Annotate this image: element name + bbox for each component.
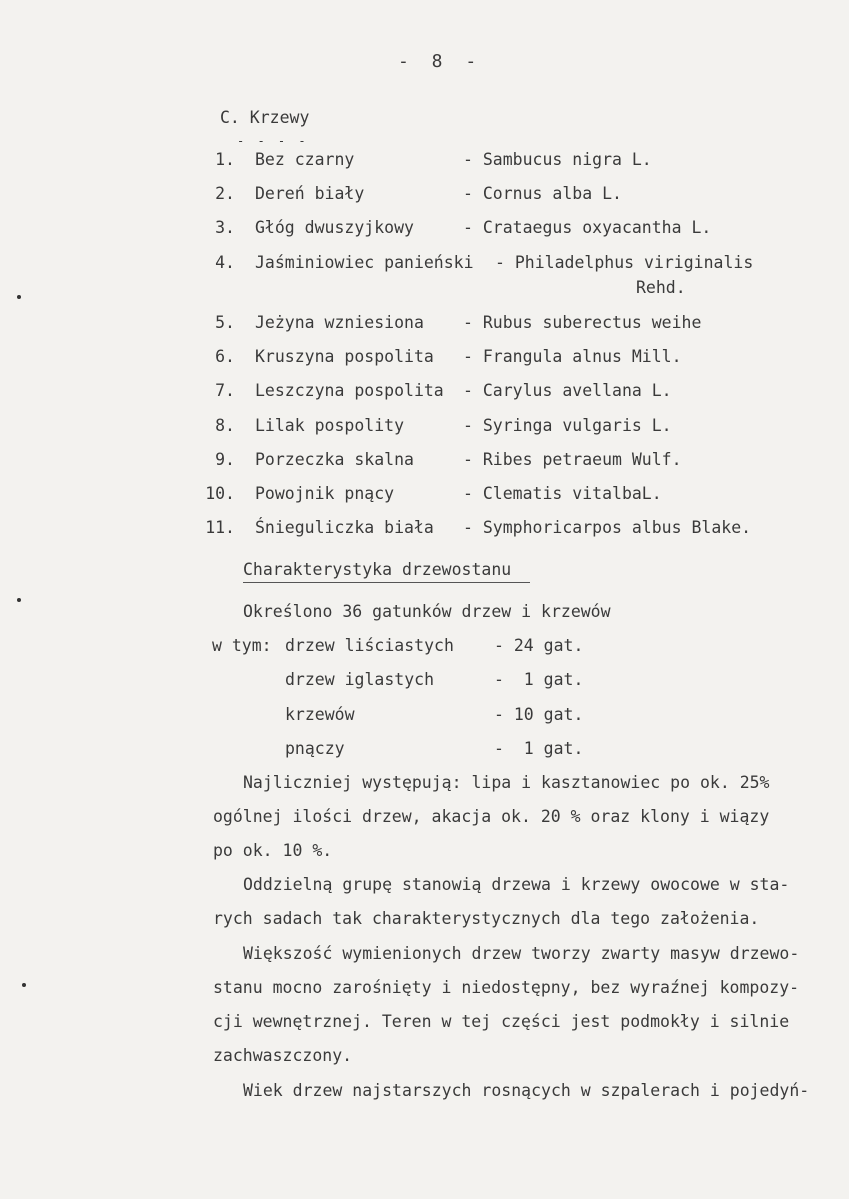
shrub-latin-name: - Sambucus nigra L. [463,150,652,169]
section-title: C. Krzewy [220,108,310,127]
shrub-number: 8. [215,416,235,435]
summary-prefix: w tym: [212,636,272,655]
shrub-number: 6. [215,347,235,366]
paragraph-line: Większość wymienionych drzew tworzy zwarty masyw drzewo- [243,944,800,963]
shrub-number: 11. [205,518,235,537]
shrub-polish-name: Dereń biały [255,184,365,203]
shrub-polish-name: Jeżyna wzniesiona [255,313,424,332]
paragraph-line: Najliczniej występują: lipa i kasztanowiec po ok. 25% [243,773,770,792]
shrub-number: 10. [205,484,235,503]
section-heading: Charakterystyka drzewostanu [243,560,512,579]
paragraph-line: ogólnej ilości drzew, akacja ok. 20 % oraz klony i wiązy [213,807,770,826]
shrub-latin-name: - Cornus alba L. [463,184,622,203]
shrub-latin-name: - Symphoricarpos albus Blake. [463,518,752,537]
paragraph-line: Wiek drzew najstarszych rosnących w szpalerach i pojedyń- [243,1081,810,1100]
summary-value: - 1 gat. [494,670,584,689]
shrub-polish-name: Bez czarny [255,150,355,169]
shrub-polish-name: Śnieguliczka biała [255,518,434,537]
shrub-latin-name: - Clematis vitalbaL. [463,484,662,503]
shrub-number: 5. [215,313,235,332]
section-underline: - - - - [237,134,309,148]
summary-intro: Określono 36 gatunków drzew i krzewów [243,602,611,621]
shrub-number: 2. [215,184,235,203]
paragraph-line: Oddzielną grupę stanowią drzewa i krzewy owocowe w sta- [243,875,790,894]
scan-speck [22,983,26,987]
shrub-latin-continuation: Rehd. [636,278,686,297]
summary-value: - 1 gat. [494,739,584,758]
shrub-polish-name: Głóg dwuszyjkowy [255,218,414,237]
shrub-number: 9. [215,450,235,469]
shrub-polish-name: Leszczyna pospolita [255,381,444,400]
shrub-polish-name: Jaśminiowiec panieński [255,253,474,272]
shrub-polish-name: Kruszyna pospolita [255,347,434,366]
shrub-polish-name: Powojnik pnący [255,484,395,503]
shrub-latin-name: - Carylus avellana L. [463,381,672,400]
shrub-latin-name: - Syringa vulgaris L. [463,416,672,435]
paragraph-line: rych sadach tak charakterystycznych dla tego założenia. [213,909,760,928]
paragraph-line: stanu mocno zarośnięty i niedostępny, bez wyraźnej kompozy- [213,978,800,997]
scan-speck [17,598,21,602]
shrub-latin-name: - Rubus suberectus weihe [463,313,702,332]
paragraph-line: po ok. 10 %. [213,841,333,860]
shrub-latin-name: - Philadelphus viriginalis [495,253,754,272]
heading-underline [243,582,530,583]
shrub-polish-name: Porzeczka skalna [255,450,414,469]
summary-value: - 24 gat. [494,636,584,655]
page-number: - 8 - [398,51,483,72]
shrub-number: 1. [215,150,235,169]
paragraph-line: zachwaszczony. [213,1046,353,1065]
shrub-latin-name: - Crataegus oxyacantha L. [463,218,712,237]
scan-speck [17,295,21,299]
paragraph-line: cji wewnętrznej. Teren w tej części jest podmokły i silnie [213,1012,790,1031]
summary-label: drzew iglastych [285,670,435,689]
summary-label: drzew liściastych [285,636,454,655]
shrub-number: 4. [215,253,235,272]
summary-label: krzewów [285,705,355,724]
summary-label: pnączy [285,739,345,758]
shrub-number: 3. [215,218,235,237]
shrub-polish-name: Lilak pospolity [255,416,405,435]
shrub-number: 7. [215,381,235,400]
shrub-latin-name: - Ribes petraeum Wulf. [463,450,682,469]
shrub-latin-name: - Frangula alnus Mill. [463,347,682,366]
summary-value: - 10 gat. [494,705,584,724]
